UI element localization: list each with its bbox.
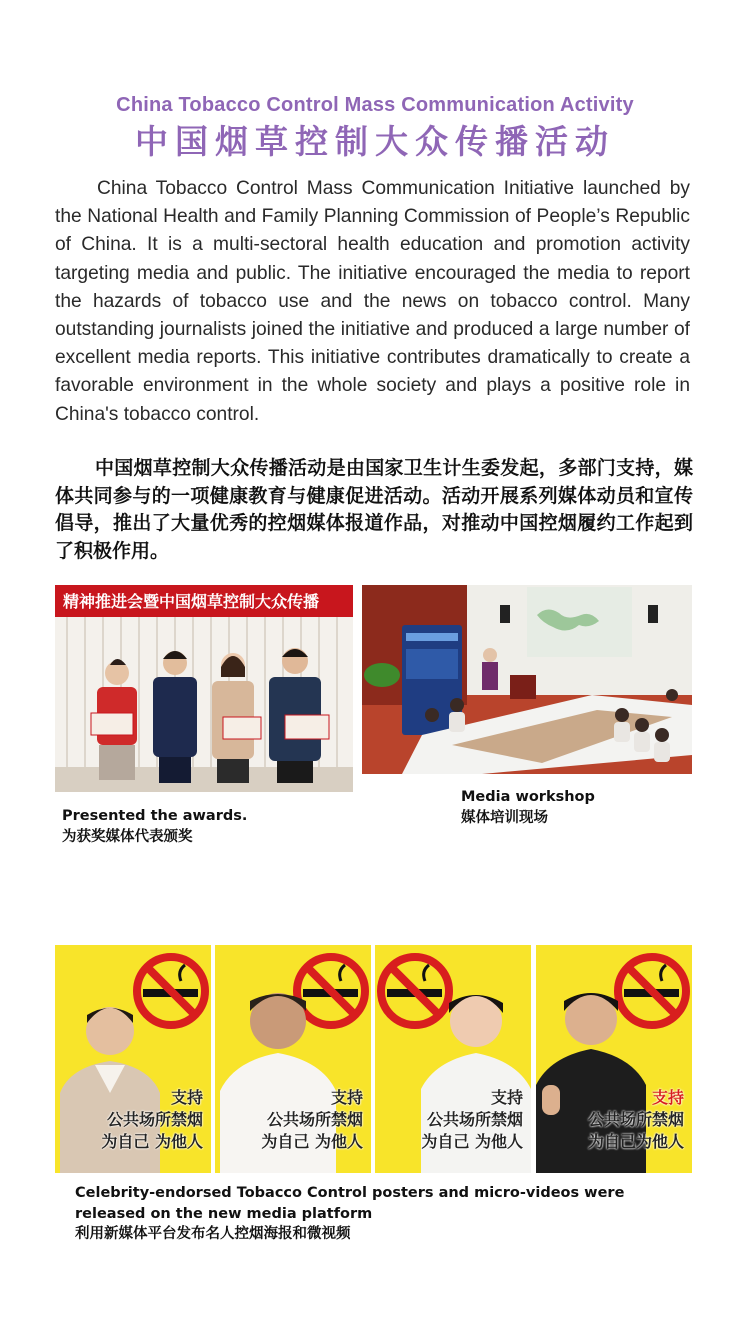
workshop-photo-caption — [461, 787, 595, 829]
poster-2 — [215, 945, 371, 1173]
posters-caption — [75, 1183, 695, 1245]
award-caption-cn: 为获奖媒体代表颁奖 — [62, 829, 193, 845]
poster-1-line3: 为自己 为他人 — [101, 1132, 203, 1151]
posters-caption-en: Celebrity-endorsed Tobacco Control posters and micro-videos were released on the new media platform — [75, 1185, 625, 1222]
poster-4-line3: 为自己为他人 — [587, 1132, 684, 1151]
celebrity-posters — [55, 945, 692, 1173]
poster-2-line3: 为自己 为他人 — [261, 1132, 363, 1151]
media-workshop-photo — [362, 585, 692, 774]
workshop-caption-en: Media workshop — [461, 789, 595, 805]
posters-caption-cn: 利用新媒体平台发布名人控烟海报和微视频 — [75, 1226, 351, 1242]
poster-3-line1: 支持 — [490, 1088, 523, 1107]
award-caption-en: Presented the awards. — [62, 808, 248, 824]
poster-2-line1: 支持 — [330, 1088, 363, 1107]
poster-3-line2: 公共场所禁烟 — [426, 1110, 523, 1129]
award-ceremony-photo — [55, 585, 353, 792]
poster-1-line2: 公共场所禁烟 — [106, 1110, 203, 1129]
page-title-cn: 中国烟草控制大众传播活动 — [135, 122, 615, 161]
poster-2-line2: 公共场所禁烟 — [266, 1110, 363, 1129]
poster-1-line1: 支持 — [170, 1088, 203, 1107]
intro-paragraph-en: China Tobacco Control Mass Communication Initiative launched by the National Health and Family Planning Commission of People’s Republic of China. It is a multi-sectoral health education and promotion activity targeting media and public. The initiative encouraged the media to report the hazards of tobacco use and the news on tobacco control. Many outstanding journalists joined the initiative and produced a large number of excellent media reports. This initiative contributes dramatically to create a favorable environment in the whole society and plays a positive role in China's tobacco control. — [55, 178, 690, 425]
poster-4 — [536, 945, 692, 1173]
intro-paragraph-cn: 中国烟草控制大众传播活动是由国家卫生计生委发起，多部门支持，媒体共同参与的一项健康教育与健康促进活动。活动开展系列媒体动员和宣传倡导，推出了大量优秀的控烟媒体报道作品，对推动中国控烟履约工作起到了积极作用。 — [55, 457, 693, 562]
poster-3-line3: 为自己 为他人 — [421, 1132, 523, 1151]
poster-1 — [55, 945, 211, 1173]
award-photo-caption — [62, 806, 247, 848]
poster-3 — [375, 945, 531, 1173]
workshop-caption-cn: 媒体培训现场 — [461, 810, 548, 826]
banner-text: 精神推进会暨中国烟草控制大众传播 — [63, 592, 320, 611]
page-title-en: China Tobacco Control Mass Communication Activity — [116, 94, 634, 116]
poster-4-line2: 公共场所禁烟 — [587, 1110, 684, 1129]
poster-4-line1: 支持 — [651, 1088, 684, 1107]
